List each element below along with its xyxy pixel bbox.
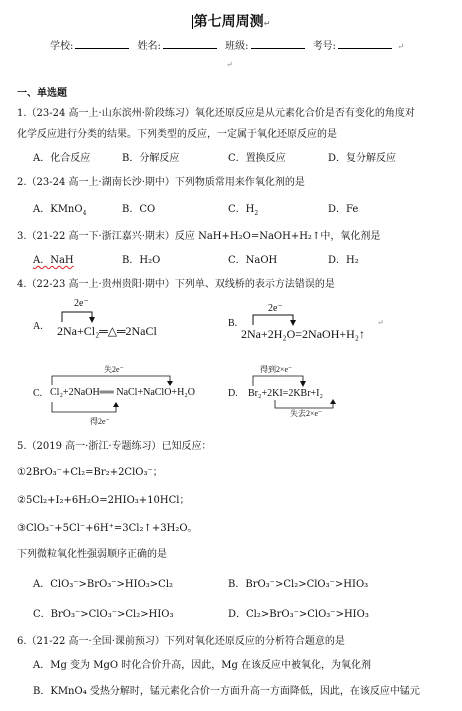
q3-option-d[interactable]: D．H₂: [328, 255, 359, 266]
q4-option-a-label[interactable]: A.: [33, 321, 43, 332]
question-3-line1: 3.（21-22 高一下·浙江嘉兴·期末）反应 NaH+H₂O=NaOH+H₂↑中，氧化剂是: [17, 231, 381, 242]
exam-no-label: 考号:: [312, 41, 337, 52]
q4-d-bottom-label: 失去2×e⁻: [290, 409, 323, 418]
q1-option-a[interactable]: A．化合反应: [33, 153, 91, 164]
school-label: 学校:: [50, 41, 74, 52]
q5-option-c[interactable]: C．BrO₃⁻>ClO₃⁻>Cl₂>HIO₃: [33, 609, 174, 620]
text-cursor: [192, 15, 193, 29]
q4-c-top-label: 失2e⁻: [104, 365, 124, 374]
question-1-line2: 化学反应进行分类的结果。下列类型的反应，一定属于氧化还原反应的是: [17, 129, 337, 140]
paragraph-mark-icon: ↵: [226, 60, 233, 69]
name-label: 姓名:: [137, 41, 161, 52]
q4-c-bottom-label: 得2e⁻: [90, 417, 110, 426]
q4-b-bridge-arrow: [245, 312, 325, 326]
question-5-line1: 5.（2019 高一·浙江·专题练习）已知反应：: [17, 441, 212, 452]
q2-option-d[interactable]: D．Fe: [328, 204, 359, 215]
question-6-line1: 6.（21-22 高一·全国·课前预习）下列对氧化还原反应的分析符合题意的是: [17, 636, 345, 647]
class-field[interactable]: [251, 39, 305, 49]
q4-option-c-label[interactable]: C.: [33, 388, 43, 399]
q4-b-electron-label: 2e⁻: [268, 303, 283, 314]
q1-option-b[interactable]: B．分解反应: [122, 153, 180, 164]
question-2-line1: 2.（23-24 高一上·湖南长沙·期中）下列物质常用来作氧化剂的是: [17, 177, 305, 188]
q5-reaction-2: ②5Cl₂+I₂+6H₂O=2HIO₃+10HCl；: [17, 495, 190, 506]
q2-option-c[interactable]: C．$H_2$: [228, 204, 259, 217]
q6-option-b[interactable]: B．KMnO₄ 受热分解时，锰元素化合价一方面升高一方面降低，因此，在该反应中锰元: [33, 686, 420, 697]
q3-option-a[interactable]: A．NaH: [33, 255, 74, 266]
q4-option-d-label[interactable]: D.: [228, 388, 238, 399]
q5-reaction-1: ①2BrO₃⁻+Cl₂=Br₂+2ClO₃⁻；: [17, 467, 163, 478]
q4-d-equation: Br₂+2KI=2KBr+I₂: [248, 388, 323, 399]
student-info-row: [50, 37, 404, 52]
q5-option-a[interactable]: A．ClO₃⁻>BrO₃⁻>HIO₃>Cl₂: [33, 579, 174, 590]
q6-option-a[interactable]: A．Mg 变为 MgO 时化合价升高，因此，Mg 在该反应中被氧化，为氧化剂: [33, 660, 372, 671]
page-title: 第七周周测↵: [193, 14, 271, 30]
section-heading: 一、单选题: [17, 88, 67, 99]
exam-no-field[interactable]: [338, 39, 392, 49]
paragraph-mark-icon: ↵: [397, 42, 404, 51]
q5-option-b[interactable]: B．BrO₃⁻>Cl₂>ClO₃⁻>HIO₃: [228, 579, 369, 590]
q5-option-d[interactable]: D．Cl₂>BrO₃⁻>ClO₃⁻>HIO₃: [228, 609, 369, 620]
class-label: 班级:: [225, 41, 249, 52]
q4-d-top-label: 得到2×e⁻: [260, 365, 293, 374]
q3-option-c[interactable]: C．NaOH: [228, 255, 278, 266]
q1-option-d[interactable]: D．复分解反应: [328, 153, 397, 164]
q4-option-b-label[interactable]: B.: [228, 318, 238, 329]
q3-option-b[interactable]: B．H₂O: [122, 255, 161, 266]
q1-option-c[interactable]: C．置换反应: [228, 153, 286, 164]
q2-option-a[interactable]: A．KMnO$_4$: [33, 204, 87, 217]
q4-c-equation: Cl₂+2NaOH══ NaCl+NaClO+H₂O: [50, 387, 195, 398]
paragraph-mark-icon: ↵: [377, 318, 384, 327]
q5-reaction-3: ③ClO₃⁻+5Cl⁻+6H⁺=3Cl₂↑+3H₂O。: [17, 523, 198, 534]
q5-question: 下列微粒氧化性强弱顺序正确的是: [17, 549, 167, 560]
q4-b-equation: 2Na+2H₂O=2NaOH+H₂↑: [241, 327, 365, 341]
question-4-line1: 4.（22-23 高一上·贵州贵阳·期中）下列单、双线桥的表示方法错误的是: [17, 279, 335, 290]
q4-a-electron-label: 2e⁻: [74, 298, 89, 309]
q2-option-b[interactable]: B．CO: [122, 204, 156, 215]
name-field[interactable]: [163, 39, 217, 49]
paragraph-mark-icon: ↵: [263, 19, 271, 28]
q4-a-bridge-arrow: [52, 308, 162, 324]
q4-a-equation: 2Na+Cl₂═△═2NaCl: [57, 324, 157, 338]
question-1-line1: 1.（23-24 高一上·山东滨州·阶段练习）氧化还原反应是从元素化合价是否有变化的角度对: [17, 108, 415, 119]
school-field[interactable]: [75, 39, 129, 49]
